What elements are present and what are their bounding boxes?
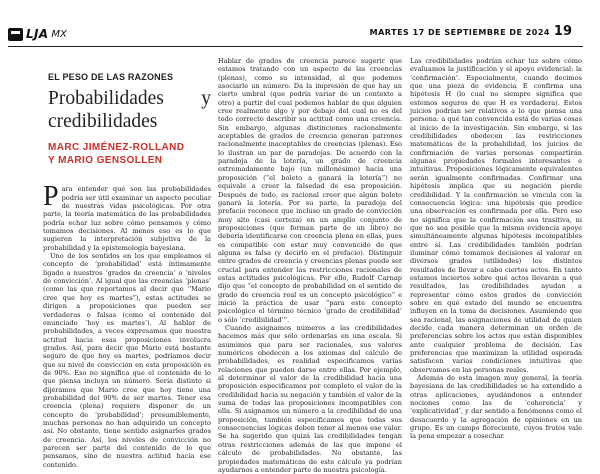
issue-date: MARTES 17 DE SEPTIEMBRE DE 2024 [369, 28, 550, 37]
paragraph: Las credibilidades podrían echar luz sobre cómo evaluamos la justificación y el apoyo evidencial: la ‘confirmación’. Especialmente, cuando decimos que una pieza de evidencia E confirma una hipótesis H (lo cual no siempre significa que estemos seguros de que H es verdadera). Estos juicios podrían ser relativos a lo que piensa una persona: a qué tan convencida está de varias cosas al inicio de la investigación. Sin embargo, si las credibilidades obedecen las restricciones matemáticas de la probabilidad, los juicios de confirmación de varias personas compartirán algunas propiedades formales interesantes e intuitivas. Proposiciones lógicamente equivalentes serán igualmente confirmadas. Confirmar una hipótesis implica que su negación pierde credibilidad. Y la confirmación se vincula con la consecuencia lógica: una hipótesis que predice una observación es confirmada por ella. Pero eso no significa que la confirmación sea trasitiva, ni que no sea posible que la misma evidencia apoye simultáneamente algunas hipótesis incompatibles entre sí. Las credibilidades también podrían iluminar cómo tomamos decisiones al valorar en diversos grados (utilidades) los distintos resultados de llevar a cabo ciertos actos. En tanto estamos inciertos sobre qué actos llevarán a qué resultados, las credibilidades ayudan a representar cómo estos grados de convicción sobre en qué estado del mundo se encuentra influyen en la toma de decisiones. Asumiendo que sea racional, las asignaciones de utilidad de quien decide cada manera determinan un orden de preferencias sobre los actos que están disponibles ante cualquier problema de decisión. Las preferencias que maximizan la utilidad esperada satisfacen varias condiciones intuitivas que observamos en las personas reales. [410, 57, 582, 374]
paragraph: Además de esta imagen muy general, la teoría bayesiana de las credibilidades se ha extendido a otras aplicaciones, ayudándonos a entender nociones como las de ‘coherencia’ y ‘explicatividad’, y dar sentido a fenómenos como el desacuerdo y la agregación de opiniones en un grupo. Es un campo floreciente, cuyos frutos vale la pena empezar a cosechar. [410, 374, 582, 441]
paragraph: Cuando asignamos números a las credibilidades hacemos más que sólo ordenarlas en una escala. Si asumimos que para ser racionales, sus valores numéricos obedecen a los axiomas del cálculo de probabilidades, es realidad especificamos varias relaciones que pueden darse entre ellas. Por ejemplo, al determinar el valor de la credibilidad hacia una proposición especificamos por completo el valor de la credibilidad hacia su negación y también el valor de la suma de todas las proposiciones incompatibles con ella. Si asignamos un número a la credibilidad de una proposición, también especificamos que todas sus consecuencias lógicas deben tener al menos ese valor. Se ha sugerido que quizá las credibilidades tengan otras restricciones además de las que impone el cálculo de probabilidades. No obstante, las propiedades matemáticas de este cálculo ya podrían ayudarnos a entender parte de nuestra psicología. [218, 324, 402, 474]
logo-suffix: MX [51, 28, 67, 40]
logo-text: LJA [26, 27, 49, 41]
article-byline [48, 141, 211, 167]
page-number: 19 [553, 24, 572, 39]
paragraph-text: ara entender qué son las probabilidades podría ser útil examinar un aspecto peculiar de nuestras vidas psicológicas. Por otra parte, la teoría matemática de las probabilidades podría echar luz sobre cómo pensamos y cómo tomamos decisiones. Al menos eso es lo que sugieren la interpretación subjetiva de la probabilidad y la epistemología bayesiana. [43, 185, 211, 252]
paragraph: Hablar de grados de creencia parece sugerir que estamos tratando con un aspecto de las creencias (plenas), como su intensidad, al que podemos asociarle un número. Da la impresión de que hay un cierto umbral (que podría variar de un contexto a otro) a partir del cual podemos hablar de que alguien cree realmente algo y por debajo del cual no es del todo correcto describir su actitud como una creencia. Sin embargo, algunas distinciones racionalmente aceptables de grados de creencia generan patrones racionalmente inaceptables de creencias (plenas). Eso lo ilustran un par de paradojas. De acuerdo con la paradoja de la lotería, un grado de creencia extremadamente bajo (un millonésimo) hacia una proposición (“el boleto a ganará la lotería”) no equivale a creer la falsedad de esa proposición. Después de todo, es racional creer que algún boleto ganará la lotería. Por su parte, la paradoja del prefacio reconoce que incluso un grado de convicción muy alto (casi certeza) en un amplio conjunto de proposiciones (que forman parte de un libro) no debería identificarse con creencia plena en ellas, pues es compatible con estar muy convencido de que alguna es falsa (y decirlo en el prefacio). Distinguir entre grados de creencia y creencias plenas puede ser crucial para entender las restricciones racionales de estas actitudes psicológicas. Por ello, Rudolf Carnap dijo que “el concepto de probabilidad en el sentido de grado de creencia real es un concepto psicológico” e inició la práctica de usar “para este concepto psicológico el término técnico ‘grado de credibilidad’ o sólo ‘credibilidad’”. [218, 57, 402, 324]
masthead [0, 24, 600, 44]
paragraph: Uno de los sentidos en los que empleamos el concepto de ‘probabilidad’ está íntimamente ligado a nuestros ‘grados de creencia’ o ‘niveles de convicción’. Al igual que las creencias ‘plenas’ (como las que reportamos al decir que “Mario cree que hoy es martes”), estas actitudes se dirigen a proposiciones que pueden ser verdaderas o falsas (como el contenido del enunciado ‘hoy es martes’). Al hablar de probabilidades, a veces expresamos que nuestra actitud hacia esas proposiciones involucra grados. Así, para decir que Mario está bastante seguro de que hoy es martes, podríamos decir que su nivel de convicción en esta proposición es de 90%. Eso no significa que el contenido de lo que piensa incluya un número. Sería distinto si dijéramos que Mario cree que hoy tiene una probabilidad del 90% de ser martes. Tener esa creencia (plena) requiere disponer de un concepto de ‘probabilidad’; presumiblemente, muchas personas no han adquirido un concepto así. No obstante, tiene sentido asignarles grados de creencia. Así, los niveles de convicción no parecen ser parte del contenido de lo que pensamos, sino de nuestra actitud hacia ese contenido. [43, 252, 211, 469]
author-line-2: Y MARIO GENSOLLEN [48, 155, 163, 167]
article-column-1 [43, 57, 211, 469]
drop-cap: P [43, 181, 59, 213]
column-kicker: EL PESO DE LAS RAZONES [48, 72, 174, 82]
article-column-3 [410, 57, 582, 441]
header-divider [8, 46, 583, 47]
paragraph [43, 181, 211, 252]
author-line-1: MARC JIMÉNEZ-ROLLAND [48, 142, 185, 154]
logo-mark-icon [8, 28, 23, 41]
article-column-2 [218, 57, 402, 474]
publication-logo[interactable] [8, 26, 67, 42]
article-title: Probabilidades y credibilidades [48, 88, 211, 133]
